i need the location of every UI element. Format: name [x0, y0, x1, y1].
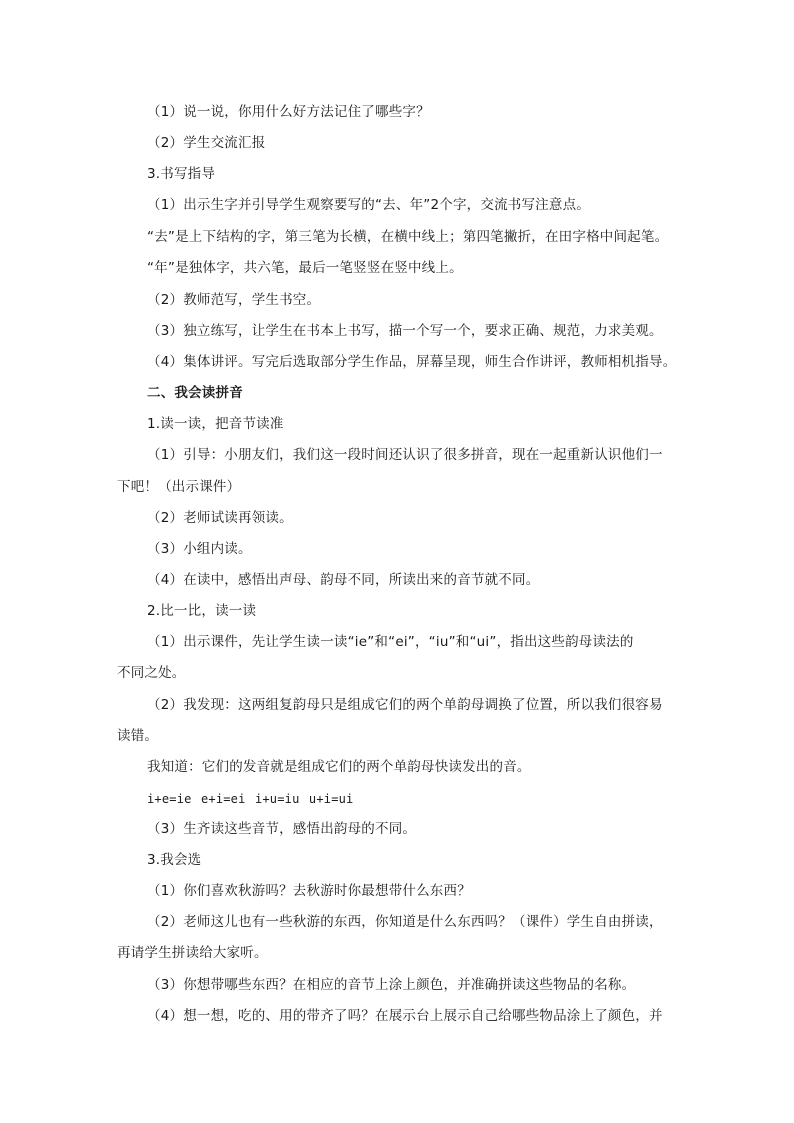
text-line: （2）老师试读再领读。 [147, 510, 293, 526]
text-line: 再请学生拼读给大家听。 [117, 945, 268, 961]
text-line: （4）集体讲评。写完后选取部分学生作品，屏幕呈现，师生合作讲评，教师相机指导。 [147, 354, 677, 370]
text-line: （3）独立练写，让学生在书本上书写，描一个写一个，要求正确、规范，力求美观。 [147, 323, 663, 339]
text-line: （2）教师范写，学生书空。 [147, 292, 321, 308]
text-line: （1）出示生字并引导学生观察要写的“去、年”2个字，交流书写注意点。 [147, 197, 590, 213]
text-line: （1）你们喜欢秋游吗？去秋游时你最想带什么东西？ [147, 883, 471, 899]
text-line: （2）老师这儿也有一些秋游的东西，你知道是什么东西吗？（课件）学生自由拼读， [147, 914, 663, 930]
text-line: 1.读一读，把音节读准 [147, 416, 284, 432]
section-heading: 二、我会读拼音 [147, 385, 243, 401]
text-line: 3.书写指导 [147, 166, 216, 182]
text-line: 2.比一比，读一读 [147, 603, 257, 619]
text-line: “去”是上下结构的字，第三笔为长横，在横中线上；第四笔撇折，在田字格中间起笔。 [147, 229, 669, 245]
text-line: （3）小组内读。 [147, 541, 252, 557]
text-line: （3）生齐读这些音节，感悟出韵母的不同。 [147, 821, 417, 837]
text-line: （1）引导：小朋友们，我们这一段时间还认识了很多拼音，现在一起重新认识他们一 [147, 447, 663, 463]
pinyin-formula: i+e=ie e+i=ei i+u=iu u+i=ui [147, 792, 354, 806]
text-line: 下吧！（出示课件） [117, 479, 241, 495]
text-line: 不同之处。 [117, 665, 186, 681]
text-line: “年”是独体字，共六笔，最后一笔竖竖在竖中线上。 [147, 260, 463, 276]
text-line: 我知道：它们的发音就是组成它们的两个单韵母快读发出的音。 [147, 759, 531, 775]
text-line: （2）学生交流汇报 [147, 135, 266, 151]
text-line: （4）在读中，感悟出声母、韵母不同，所读出来的音节就不同。 [147, 572, 540, 588]
text-line: （4）想一想，吃的、用的带齐了吗？在展示台上展示自己给哪些物品涂上了颜色，并 [147, 1008, 663, 1024]
text-line: 读错。 [117, 728, 159, 744]
text-line: （2）我发现：这两组复韵母只是组成它们的两个单韵母调换了位置，所以我们很容易 [147, 697, 663, 713]
text-line: （3）你想带哪些东西？在相应的音节上涂上颜色，并准确拼读这些物品的名称。 [147, 977, 636, 993]
text-line: （1）说一说，你用什么好方法记住了哪些字？ [147, 104, 430, 120]
text-line: （1）出示课件，先让学生读一读“ie”和“ei”，“iu”和“ui”，指出这些韵母读法的 [147, 634, 634, 650]
text-line: 3.我会选 [147, 852, 202, 868]
